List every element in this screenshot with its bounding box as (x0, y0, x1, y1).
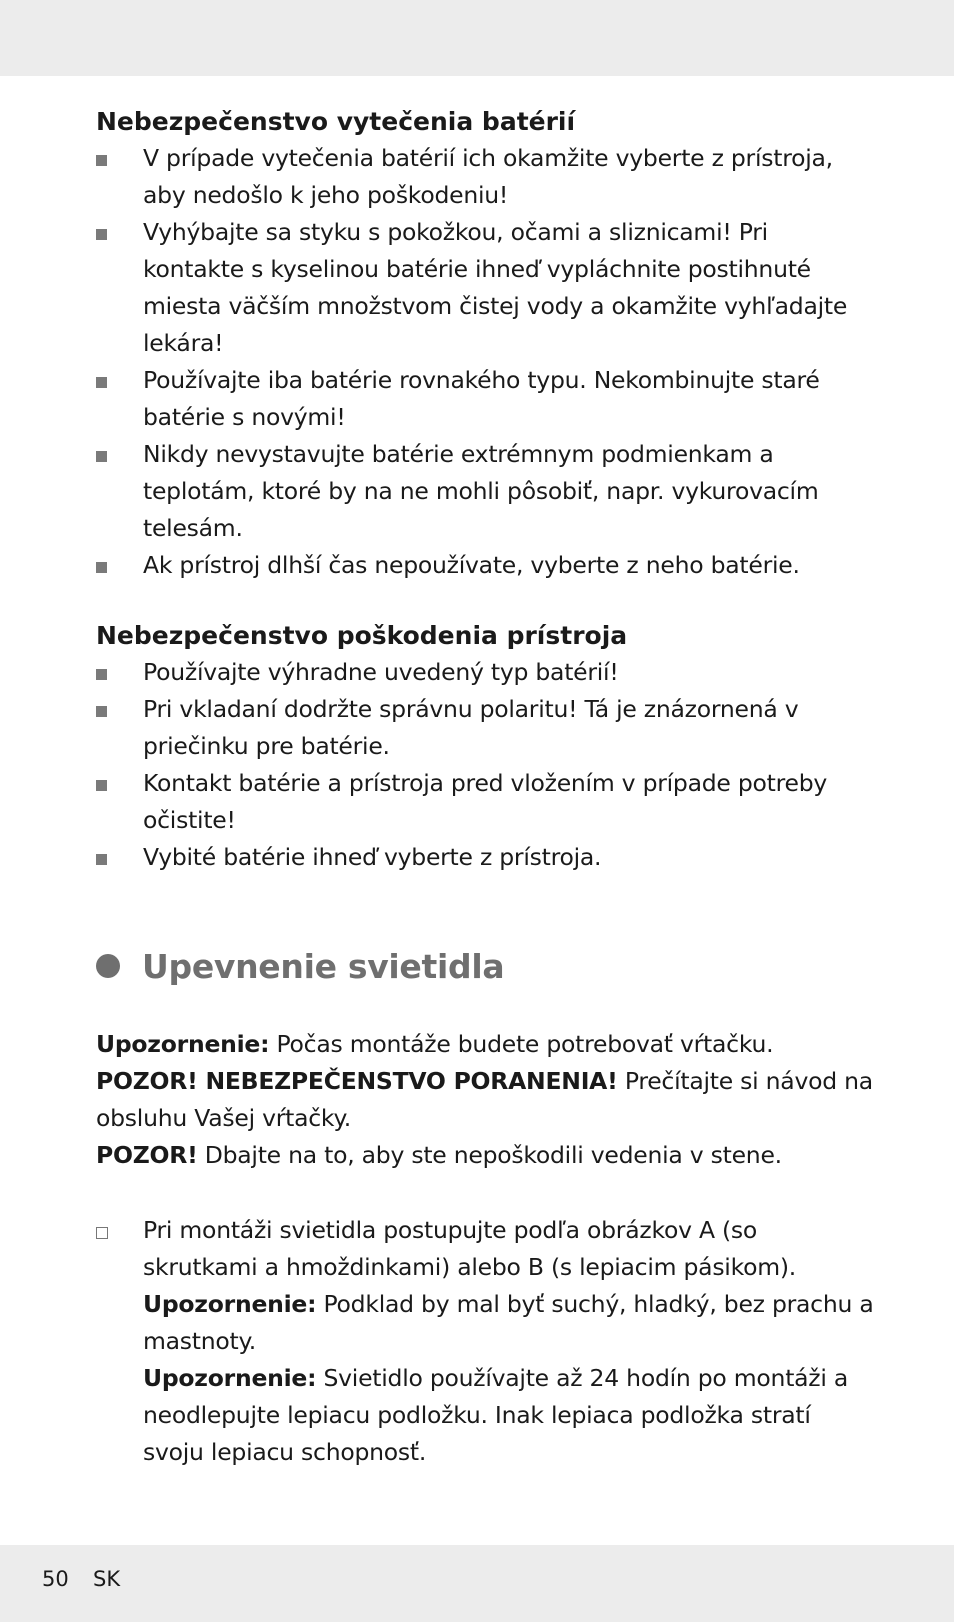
header-band (0, 0, 954, 76)
battery-leak-heading: Nebezpečenstvo vytečenia batérií (96, 107, 576, 136)
list-item (96, 765, 876, 839)
caution-text: Dbajte na to, aby ste nepoškodili vedenia v stene. (197, 1141, 782, 1169)
step-note-label: Upozornenie: (143, 1290, 317, 1318)
step-note-label: Upozornenie: (143, 1364, 317, 1392)
mounting-step (96, 1212, 876, 1471)
device-damage-list (96, 654, 876, 876)
language-code: SK (93, 1567, 121, 1591)
square-bullet-icon (96, 451, 107, 462)
notice-label: Upozornenie: (96, 1030, 270, 1058)
drill-notice (96, 1026, 876, 1174)
caution-label: POZOR! (96, 1141, 198, 1169)
list-item (96, 839, 876, 876)
step-text: Pri montáži svietidla postupujte podľa obrázkov A (so skrutkami a hmoždinkami) alebo B (s lepiacim pásikom). (143, 1216, 797, 1281)
list-item (96, 436, 876, 547)
square-bullet-icon (96, 229, 107, 240)
list-item (96, 362, 876, 436)
list-item (96, 654, 876, 691)
list-item (96, 691, 876, 765)
list-item (96, 140, 876, 214)
list-item-text: Ak prístroj dlhší čas nepoužívate, vyberte z neho batérie. (143, 551, 800, 579)
step-checkbox-icon (96, 1227, 108, 1239)
square-bullet-icon (96, 780, 107, 791)
section-bullet-icon (96, 954, 120, 978)
mounting-title: Upevnenie svietidla (142, 946, 505, 986)
list-item-text: Používajte iba batérie rovnakého typu. Nekombinujte staré batérie s novými! (143, 366, 820, 431)
square-bullet-icon (96, 562, 107, 573)
step-note-text: Svietidlo používajte až 24 hodín po montáži a neodlepujte lepiacu podložku. Inak lepiaca podložka stratí svoju lepiacu schopnosť. (143, 1364, 849, 1466)
square-bullet-icon (96, 669, 107, 680)
injury-warning-text: Prečítajte si návod na obsluhu Vašej vŕtačky. (96, 1067, 873, 1132)
battery-leak-list (96, 140, 876, 584)
list-item (96, 547, 876, 584)
list-item-text: Pri vkladaní dodržte správnu polaritu! Tá je znázornená v priečinku pre batérie. (143, 695, 799, 760)
list-item (96, 214, 876, 362)
page-content (96, 104, 876, 1471)
list-item-text: Vybité batérie ihneď vyberte z prístroja. (143, 843, 602, 871)
notice-text: Počas montáže budete potrebovať vŕtačku. (269, 1030, 774, 1058)
list-item-text: Kontakt batérie a prístroja pred vložením v prípade potreby očistite! (143, 769, 828, 834)
injury-warning-label: POZOR! NEBEZPEČENSTVO PORANENIA! (96, 1067, 618, 1095)
square-bullet-icon (96, 706, 107, 717)
list-item-text: Nikdy nevystavujte batérie extrémnym podmienkam a teplotám, ktoré by na ne mohli pôsobiť, napr. vykurovacím telesám. (143, 440, 819, 542)
step-note-text: Podklad by mal byť suchý, hladký, bez prachu a mastnoty. (143, 1290, 874, 1355)
square-bullet-icon (96, 377, 107, 388)
square-bullet-icon (96, 155, 107, 166)
list-item-text: Používajte výhradne uvedený typ batérií! (143, 658, 619, 686)
square-bullet-icon (96, 854, 107, 865)
footer-band (0, 1545, 954, 1622)
list-item-text: V prípade vytečenia batérií ich okamžite vyberte z prístroja, aby nedošlo k jeho poškodeniu! (143, 144, 833, 209)
device-damage-heading: Nebezpečenstvo poškodenia prístroja (96, 621, 628, 650)
mounting-section-title (96, 938, 876, 994)
page-number: 50 (42, 1567, 69, 1591)
list-item-text: Vyhýbajte sa styku s pokožkou, očami a sliznicami! Pri kontakte s kyselinou batérie ihneď vypláchnite postihnuté miesta väčším množstvom čistej vody a okamžite vyhľadajte lekára! (143, 218, 848, 357)
